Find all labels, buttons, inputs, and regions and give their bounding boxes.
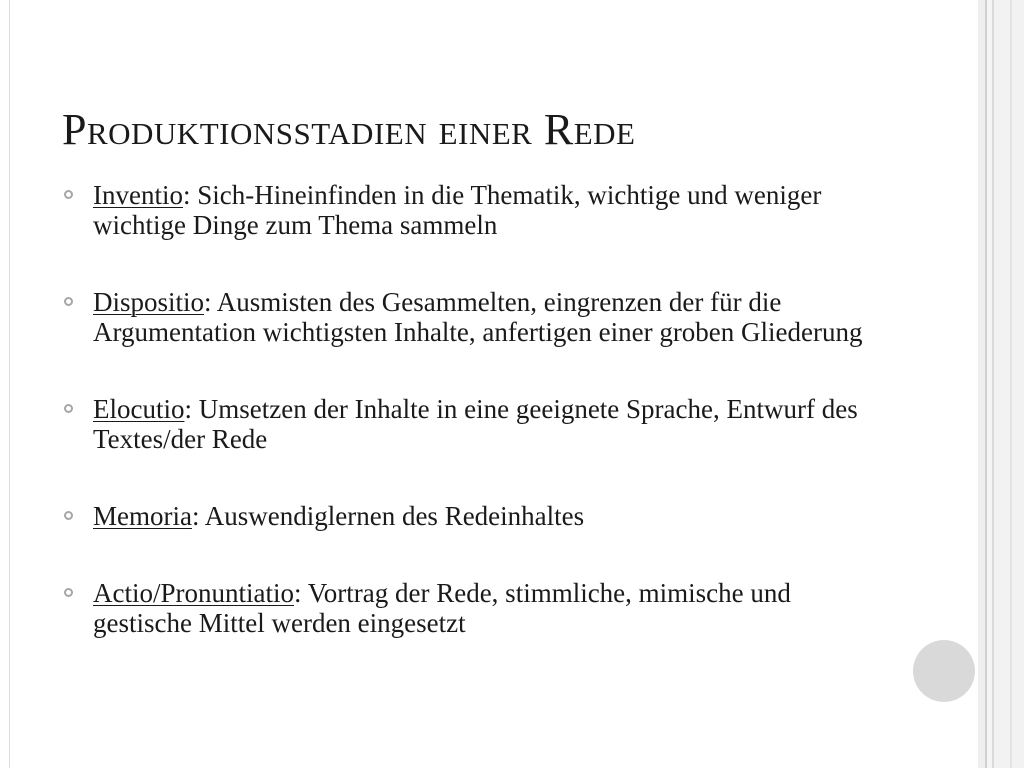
bullet-item-dispositio — [60, 287, 880, 347]
bullet-item-inventio — [60, 180, 880, 240]
bullet-circle-icon — [64, 588, 73, 597]
bullet-circle-icon — [64, 404, 73, 413]
right-decor-stripe — [994, 0, 1024, 768]
bullet-circle-icon — [64, 511, 73, 520]
left-border-line — [9, 0, 10, 768]
bullet-item-memoria — [60, 501, 880, 531]
bullet-term: Actio/Pronuntiatio — [93, 578, 294, 608]
bullet-circle-icon — [64, 190, 73, 199]
bullet-circle-icon — [64, 297, 73, 306]
slide-title: Produktionsstadien einer Rede — [62, 105, 636, 154]
bullet-text: : Umsetzen der Inhalte in eine geeignete Sprache, Entwurf des Textes/der Rede — [93, 394, 858, 454]
right-decor-stripe — [1010, 0, 1012, 768]
right-decor-stripe — [978, 0, 985, 768]
bullet-text: : Ausmisten des Gesammelten, eingrenzen der für die Argumentation wichtigsten Inhalte, anfertigen einer groben Gliederung — [93, 287, 863, 347]
decorative-circle — [913, 640, 975, 702]
bullet-term: Memoria — [93, 501, 192, 531]
bullet-term: Elocutio — [93, 394, 185, 424]
bullet-term: Dispositio — [93, 287, 205, 317]
bullet-item-elocutio — [60, 394, 880, 454]
bullet-term: Inventio — [93, 180, 183, 210]
bullet-text: : Vortrag der Rede, stimmliche, mimische und gestische Mittel werden eingesetzt — [93, 578, 791, 638]
bullet-text: : Sich-Hineinfinden in die Thematik, wichtige und weniger wichtige Dinge zum Thema sammeln — [93, 180, 822, 240]
bullet-item-actio-pronuntiatio — [60, 578, 880, 638]
bullet-text: : Auswendiglernen des Redeinhaltes — [191, 501, 585, 531]
bullet-list — [60, 180, 880, 685]
